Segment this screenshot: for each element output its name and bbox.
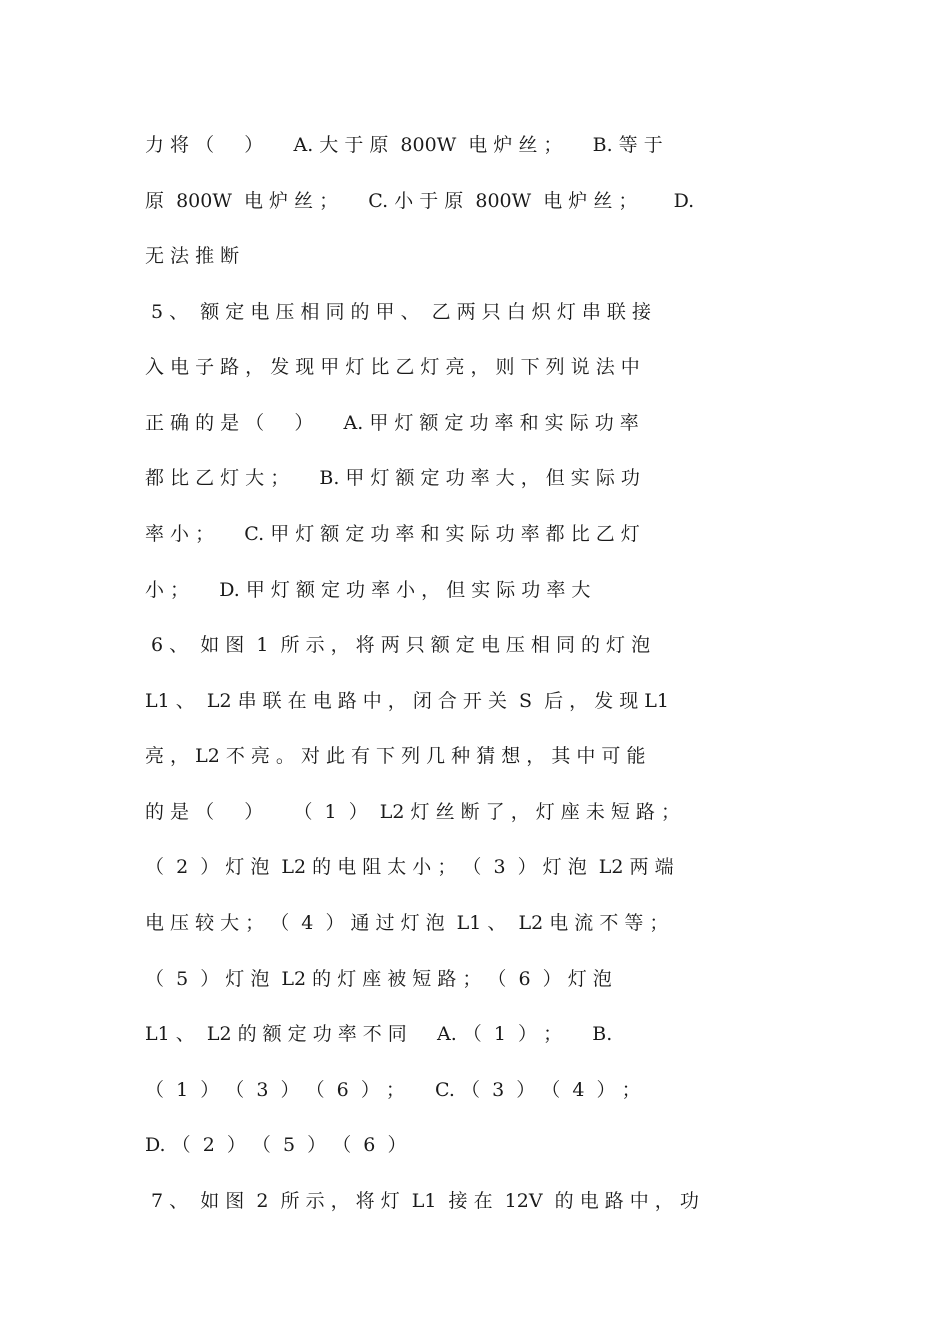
text-line: 电 压 较 大 ； （ 4 ） 通 过 灯 泡 L1 、 L2 电 流 不 等 ； xyxy=(145,912,669,934)
text-line: L1 、 L2 的 额 定 功 率 不 同 A. （ 1 ） ； B. xyxy=(145,1023,613,1045)
text-line: 7 、 如 图 2 所 示 ， 将 灯 L1 接 在 12V 的 电 路 中 ， 功 xyxy=(145,1190,699,1212)
text-line: 6 、 如 图 1 所 示 ， 将 两 只 额 定 电 压 相 同 的 灯 泡 xyxy=(145,634,651,656)
text-line: 率 小 ； C. 甲 灯 额 定 功 率 和 实 际 功 率 都 比 乙 灯 xyxy=(145,523,640,545)
text-line: （ 1 ） （ 3 ） （ 6 ） ； C. （ 3 ） （ 4 ） ； xyxy=(145,1079,641,1101)
text-line: 正 确 的 是 （ ） A. 甲 灯 额 定 功 率 和 实 际 功 率 xyxy=(145,412,639,434)
text-line: 5 、 额 定 电 压 相 同 的 甲 、 乙 两 只 白 炽 灯 串 联 接 xyxy=(145,301,651,323)
text-line: 力 将 （ ） A. 大 于 原 800W 电 炉 丝 ； B. 等 于 xyxy=(145,134,663,156)
text-line: 的 是 （ ） （ 1 ） L2 灯 丝 断 了 ， 灯 座 未 短 路 ； xyxy=(145,801,680,823)
text-line: （ 5 ） 灯 泡 L2 的 灯 座 被 短 路 ； （ 6 ） 灯 泡 xyxy=(145,968,612,990)
text-line: D. （ 2 ） （ 5 ） （ 6 ） xyxy=(145,1134,407,1156)
text-line: 入 电 子 路 ， 发 现 甲 灯 比 乙 灯 亮 ， 则 下 列 说 法 中 xyxy=(145,356,640,378)
text-line: L1 、 L2 串 联 在 电 路 中 ， 闭 合 开 关 S 后 ， 发 现 L1 xyxy=(145,690,670,712)
text-line: 小 ； D. 甲 灯 额 定 功 率 小 ， 但 实 际 功 率 大 xyxy=(145,579,591,601)
text-line: 亮 ， L2 不 亮 。 对 此 有 下 列 几 种 猜 想 ， 其 中 可 能 xyxy=(145,745,646,767)
text-line: （ 2 ） 灯 泡 L2 的 电 阻 太 小 ； （ 3 ） 灯 泡 L2 两 端 xyxy=(145,856,674,878)
text-line: 都 比 乙 灯 大 ； B. 甲 灯 额 定 功 率 大 ， 但 实 际 功 xyxy=(145,467,640,489)
text-line: 无 法 推 断 xyxy=(145,245,240,267)
text-line: 原 800W 电 炉 丝 ； C. 小 于 原 800W 电 炉 丝 ； D. xyxy=(145,190,695,212)
